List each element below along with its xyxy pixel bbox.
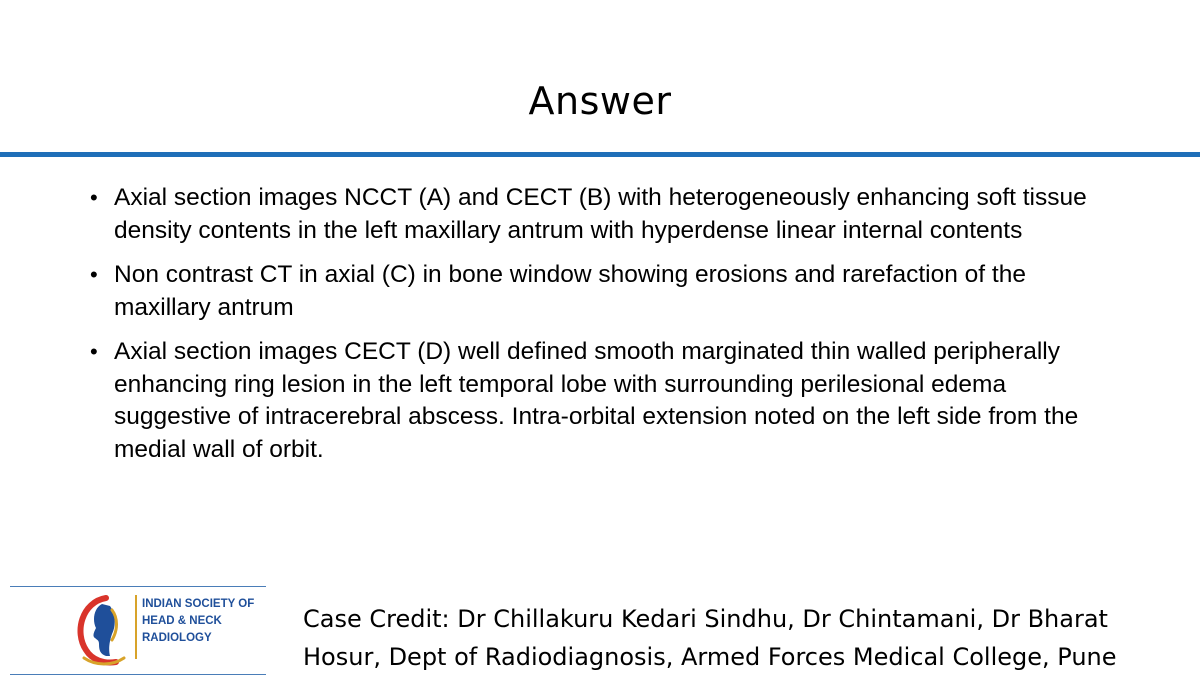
bullet-dot-icon: • [90,339,98,364]
bullet-item [88,336,1128,466]
bullet-text: Non contrast CT in axial (C) in bone window showing erosions and rarefaction of the maxillary antrum [114,261,1026,321]
bullet-item [88,182,1128,247]
logo-divider [135,595,137,659]
logo-line: RADIOLOGY [142,632,212,644]
logo-line: INDIAN SOCIETY OF [142,598,255,610]
logo-text [142,596,272,647]
bullet-dot-icon: • [90,185,98,210]
credit-line: Case Credit: Dr Chillakuru Kedari Sindhu, Dr Chintamani, Dr Bharat [303,605,1108,633]
bullet-text: Axial section images CECT (D) well defined smooth marginated thin walled peripherally enhancing ring lesion in the left temporal lobe with surrounding perilesional edema suggestive of intracerebral abscess. Intra-orbital extension noted on the left side from the medial wall of orbit. [114,338,1079,463]
bullet-list [88,182,1128,478]
bullet-text: Axial section images NCCT (A) and CECT (B) with heterogeneously enhancing soft tissue density contents in the left maxillary antrum with hyperdense linear internal contents [114,184,1087,244]
society-logo [10,586,266,675]
title-divider [0,152,1200,157]
slide-title: Answer [528,79,672,123]
logo-line: HEAD & NECK [142,615,222,627]
bullet-dot-icon: • [90,262,98,287]
society-emblem-icon [72,592,132,668]
bullet-item [88,259,1128,324]
credit-line: Hosur, Dept of Radiodiagnosis, Armed Forces Medical College, Pune [303,643,1117,671]
case-credit [303,600,1183,676]
